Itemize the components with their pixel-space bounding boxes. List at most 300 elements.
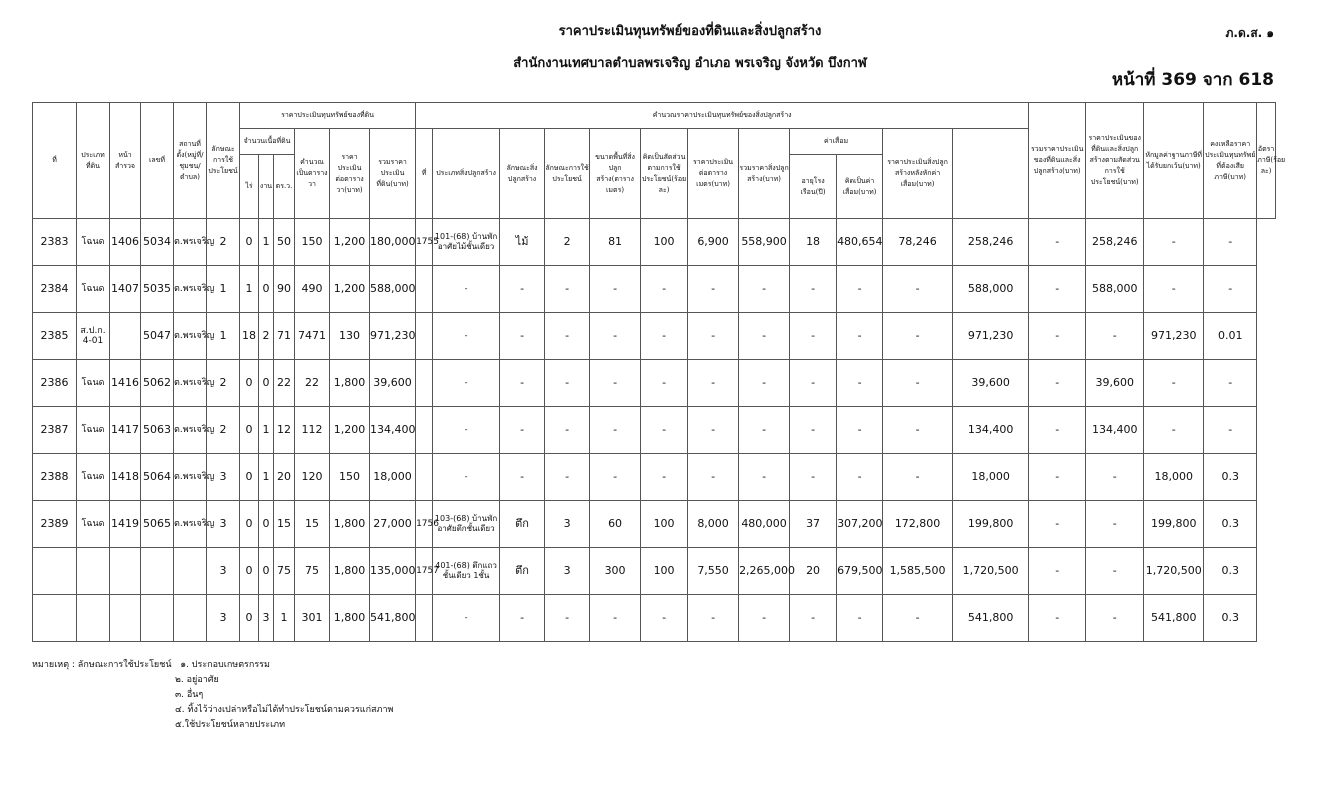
table-row — [33, 219, 1276, 266]
page-number: หน้าที่ 369 จาก 618 — [1111, 70, 1274, 90]
cell-price-per-wa: 1,800 — [330, 595, 370, 642]
cell-location — [174, 548, 207, 595]
cell-bld-total: - — [739, 595, 790, 642]
cell-age: - — [790, 407, 837, 454]
cell-rai: 18 — [240, 313, 259, 360]
cell-bld-use: - — [545, 407, 590, 454]
cell-bld-ratio: - — [641, 407, 688, 454]
cell-price-per-wa: 1,800 — [330, 360, 370, 407]
cell-prop-share: - — [1029, 454, 1086, 501]
cell-wa: 75 — [274, 548, 295, 595]
cell-exempt: 134,400 — [1086, 407, 1144, 454]
cell-prop-share: - — [1029, 501, 1086, 548]
cell-exempt: - — [1086, 548, 1144, 595]
cell-land-total: 39,600 — [370, 360, 416, 407]
cell-usage: 3 — [207, 454, 240, 501]
cell-dep-amount: 679,500 — [837, 548, 883, 595]
cell-price-per-wa: 130 — [330, 313, 370, 360]
col-rai: ไร่ — [240, 155, 259, 219]
cell-bld-use: - — [545, 595, 590, 642]
cell-price-per-wa: 150 — [330, 454, 370, 501]
cell-bld-total: - — [739, 266, 790, 313]
cell-rai: 0 — [240, 548, 259, 595]
col-group-depreciation: ค่าเสื่อม — [790, 129, 883, 155]
cell-bld-type: - — [433, 407, 500, 454]
cell-bld-price: - — [688, 266, 739, 313]
cell-prop-share: - — [1029, 595, 1086, 642]
cell-calc-wa: 150 — [295, 219, 330, 266]
cell-sum-all: 199,800 — [953, 501, 1029, 548]
cell-bld-ratio: 100 — [641, 219, 688, 266]
cell-bld-price: 8,000 — [688, 501, 739, 548]
cell-age: 20 — [790, 548, 837, 595]
cell-bld-use: - — [545, 360, 590, 407]
cell-price-per-wa: 1,800 — [330, 548, 370, 595]
cell-exempt: - — [1086, 501, 1144, 548]
cell-dep-amount: 480,654 — [837, 219, 883, 266]
cell-land-total: 135,000 — [370, 548, 416, 595]
cell-bld-area: - — [590, 360, 641, 407]
table-row — [33, 360, 1276, 407]
cell-location: ต.พรเจริญ — [174, 501, 207, 548]
cell-page — [110, 595, 141, 642]
cell-ngan: 1 — [259, 407, 274, 454]
cell-wa: 15 — [274, 501, 295, 548]
col-usage: ลักษณะการใช้ประโยชน์ — [207, 103, 240, 219]
note-item: ๑. ประกอบเกษตรกรรม — [180, 660, 270, 670]
cell-land-type: ส.ป.ก. 4-01 — [77, 313, 110, 360]
cell-age: 18 — [790, 219, 837, 266]
cell-sum-all: 588,000 — [953, 266, 1029, 313]
col-number: เลขที่ — [141, 103, 174, 219]
notes-label: หมายเหตุ : ลักษณะการใช้ประโยชน์ — [32, 660, 172, 670]
cell-bld-use: - — [545, 266, 590, 313]
table-row — [33, 266, 1276, 313]
cell-bld-type: - — [433, 266, 500, 313]
cell-bld-kind: - — [500, 595, 545, 642]
col-age: อายุโรงเรือน(ปี) — [790, 155, 837, 219]
cell-exempt: 258,246 — [1086, 219, 1144, 266]
cell-number: 5063 — [141, 407, 174, 454]
cell-ngan: 1 — [259, 219, 274, 266]
cell-bld-total: 2,265,000 — [739, 548, 790, 595]
cell-tax-rate: 0.3 — [1204, 454, 1257, 501]
cell-bld-ratio: - — [641, 595, 688, 642]
cell-calc-wa: 490 — [295, 266, 330, 313]
cell-exempt: 39,600 — [1086, 360, 1144, 407]
cell-tax-rate: - — [1204, 219, 1257, 266]
cell-usage: 2 — [207, 219, 240, 266]
col-price-per-wa: ราคาประเมินต่อตารางวา(บาท) — [330, 129, 370, 219]
cell-no: 2384 — [33, 266, 77, 313]
cell-bld-ratio: - — [641, 360, 688, 407]
cell-remain: 18,000 — [1144, 454, 1204, 501]
cell-dep-amount: - — [837, 360, 883, 407]
col-bld-after: ราคาประเมินสิ่งปลูกสร้างหลังหักค่าเสื่อม(บาท) — [883, 129, 953, 219]
cell-no: 2389 — [33, 501, 77, 548]
cell-remain: 541,800 — [1144, 595, 1204, 642]
cell-no: 2388 — [33, 454, 77, 501]
cell-page: 1419 — [110, 501, 141, 548]
cell-remain: - — [1144, 219, 1204, 266]
cell-number: 5065 — [141, 501, 174, 548]
cell-number: 5035 — [141, 266, 174, 313]
cell-bld-type: - — [433, 595, 500, 642]
notes — [32, 658, 393, 733]
cell-bld-price: 6,900 — [688, 219, 739, 266]
cell-exempt: - — [1086, 313, 1144, 360]
cell-ngan: 0 — [259, 501, 274, 548]
col-group-land: ราคาประเมินทุนทรัพย์ของที่ดิน — [240, 103, 416, 129]
cell-remain: 1,720,500 — [1144, 548, 1204, 595]
cell-land-total: 541,800 — [370, 595, 416, 642]
cell-location: ต.พรเจริญ — [174, 407, 207, 454]
table-row — [33, 501, 1276, 548]
col-wa: ตร.ว. — [274, 155, 295, 219]
cell-rai: 0 — [240, 407, 259, 454]
cell-land-type: โฉนด — [77, 266, 110, 313]
cell-dep-amount: 307,200 — [837, 501, 883, 548]
cell-bld-kind: - — [500, 407, 545, 454]
cell-prop-share: - — [1029, 219, 1086, 266]
cell-bld-type: 103-(68) บ้านพักอาศัยตึกชั้นเดียว — [433, 501, 500, 548]
cell-bld-kind: ไม้ — [500, 219, 545, 266]
cell-exempt: 588,000 — [1086, 266, 1144, 313]
cell-wa: 12 — [274, 407, 295, 454]
cell-dep-amount: - — [837, 313, 883, 360]
cell-usage: 2 — [207, 407, 240, 454]
cell-bld-use: 2 — [545, 219, 590, 266]
cell-age: - — [790, 595, 837, 642]
col-tax-rate: อัตราภาษี(ร้อยละ) — [1257, 103, 1276, 219]
table-row — [33, 548, 1276, 595]
cell-no: 2385 — [33, 313, 77, 360]
cell-bld-type: - — [433, 454, 500, 501]
cell-number — [141, 595, 174, 642]
cell-bld-total: - — [739, 360, 790, 407]
note-item: ๒. อยู่อาศัย — [175, 675, 219, 685]
cell-exempt: - — [1086, 595, 1144, 642]
note-item: ๔. ทิ้งไว้ว่างเปล่าหรือไม่ได้ทำประโยชน์ตามควรแก่สภาพ — [175, 705, 394, 715]
cell-sum-all: 134,400 — [953, 407, 1029, 454]
cell-usage: 1 — [207, 266, 240, 313]
cell-bld-area: - — [590, 454, 641, 501]
cell-calc-wa: 301 — [295, 595, 330, 642]
cell-bld-ratio: 100 — [641, 548, 688, 595]
cell-tax-rate: 0.3 — [1204, 501, 1257, 548]
cell-exempt: - — [1086, 454, 1144, 501]
cell-bld-no — [416, 454, 433, 501]
cell-ngan: 0 — [259, 360, 274, 407]
col-calc-wa: คำนวณเป็นตารางวา — [295, 129, 330, 219]
cell-ngan: 2 — [259, 313, 274, 360]
cell-rai: 0 — [240, 501, 259, 548]
cell-prop-share: - — [1029, 407, 1086, 454]
cell-calc-wa: 22 — [295, 360, 330, 407]
col-bld-no: ที่ — [416, 129, 433, 219]
col-bld-ratio: คิดเป็นสัดส่วนตามการใช้ประโยชน์(ร้อยละ) — [641, 129, 688, 219]
cell-bld-area: - — [590, 407, 641, 454]
cell-prop-share: - — [1029, 313, 1086, 360]
cell-wa: 1 — [274, 595, 295, 642]
cell-land-type: โฉนด — [77, 360, 110, 407]
cell-bld-total: 558,900 — [739, 219, 790, 266]
cell-bld-use: - — [545, 313, 590, 360]
cell-rai: 0 — [240, 360, 259, 407]
cell-bld-price: - — [688, 595, 739, 642]
cell-usage: 3 — [207, 548, 240, 595]
cell-bld-no: 1756 — [416, 501, 433, 548]
col-bld-use: ลักษณะการใช้ประโยชน์ — [545, 129, 590, 219]
cell-age: - — [790, 360, 837, 407]
cell-price-per-wa: 1,200 — [330, 266, 370, 313]
cell-sum-all: 1,720,500 — [953, 548, 1029, 595]
cell-rai: 0 — [240, 454, 259, 501]
cell-land-total: 18,000 — [370, 454, 416, 501]
cell-land-type: โฉนด — [77, 407, 110, 454]
cell-no: 2383 — [33, 219, 77, 266]
table-body — [33, 219, 1276, 642]
cell-dep-amount: - — [837, 595, 883, 642]
col-dep-amount: คิดเป็นค่าเสื่อม(บาท) — [837, 155, 883, 219]
cell-number: 5062 — [141, 360, 174, 407]
cell-location: ต.พรเจริญ — [174, 219, 207, 266]
cell-bld-no: 1757 — [416, 548, 433, 595]
cell-bld-price: 7,550 — [688, 548, 739, 595]
cell-page: 1406 — [110, 219, 141, 266]
cell-tax-rate: - — [1204, 360, 1257, 407]
cell-bld-after: 172,800 — [883, 501, 953, 548]
cell-bld-no — [416, 313, 433, 360]
col-group-area: จำนวนเนื้อที่ดิน — [240, 129, 295, 155]
cell-bld-area: - — [590, 313, 641, 360]
cell-bld-ratio: 100 — [641, 501, 688, 548]
cell-page: 1418 — [110, 454, 141, 501]
cell-location: ต.พรเจริญ — [174, 454, 207, 501]
col-bld-type: ประเภทสิ่งปลูกสร้าง — [433, 129, 500, 219]
table-row — [33, 407, 1276, 454]
cell-land-type: โฉนด — [77, 454, 110, 501]
cell-tax-rate: 0.3 — [1204, 595, 1257, 642]
cell-remain: - — [1144, 360, 1204, 407]
cell-bld-type: 101-(68) บ้านพักอาศัยไม้ชั้นเดียว — [433, 219, 500, 266]
cell-bld-no: 1755 — [416, 219, 433, 266]
cell-land-total: 180,000 — [370, 219, 416, 266]
note-item: ๓. อื่นๆ — [175, 690, 204, 700]
cell-land-type: โฉนด — [77, 501, 110, 548]
cell-location — [174, 595, 207, 642]
cell-calc-wa: 120 — [295, 454, 330, 501]
cell-page — [110, 313, 141, 360]
cell-bld-after: - — [883, 454, 953, 501]
page-subtitle: สำนักงานเทศบาลตำบลพรเจริญ อำเภอ พรเจริญ จังหวัด บึงกาฬ — [513, 56, 867, 71]
cell-bld-no — [416, 266, 433, 313]
cell-wa: 71 — [274, 313, 295, 360]
cell-number: 5047 — [141, 313, 174, 360]
cell-age: - — [790, 266, 837, 313]
table-row — [33, 454, 1276, 501]
cell-bld-no — [416, 407, 433, 454]
cell-bld-after: - — [883, 313, 953, 360]
cell-land-total: 27,000 — [370, 501, 416, 548]
cell-no — [33, 595, 77, 642]
cell-page: 1417 — [110, 407, 141, 454]
cell-location: ต.พรเจริญ — [174, 313, 207, 360]
cell-bld-kind: - — [500, 454, 545, 501]
cell-land-type — [77, 548, 110, 595]
cell-ngan: 1 — [259, 454, 274, 501]
cell-land-total: 588,000 — [370, 266, 416, 313]
cell-remain: 199,800 — [1144, 501, 1204, 548]
cell-bld-type: - — [433, 313, 500, 360]
cell-bld-price: - — [688, 360, 739, 407]
cell-dep-amount: - — [837, 454, 883, 501]
cell-bld-use: - — [545, 454, 590, 501]
cell-dep-amount: - — [837, 266, 883, 313]
cell-page — [110, 548, 141, 595]
cell-bld-no — [416, 360, 433, 407]
cell-bld-ratio: - — [641, 313, 688, 360]
cell-tax-rate: - — [1204, 266, 1257, 313]
cell-no — [33, 548, 77, 595]
col-bld-price: ราคาประเมินต่อตารางเมตร(บาท) — [688, 129, 739, 219]
cell-bld-ratio: - — [641, 454, 688, 501]
cell-ngan: 0 — [259, 548, 274, 595]
cell-bld-kind: ตึก — [500, 548, 545, 595]
cell-price-per-wa: 1,800 — [330, 501, 370, 548]
cell-wa: 20 — [274, 454, 295, 501]
cell-wa: 50 — [274, 219, 295, 266]
col-ngan: งาน — [259, 155, 274, 219]
cell-bld-use: 3 — [545, 501, 590, 548]
cell-land-total: 971,230 — [370, 313, 416, 360]
col-land-total: รวมราคาประเมินที่ดิน(บาท) — [370, 129, 416, 219]
cell-bld-use: 3 — [545, 548, 590, 595]
cell-calc-wa: 7471 — [295, 313, 330, 360]
cell-sum-all: 18,000 — [953, 454, 1029, 501]
cell-bld-area: 60 — [590, 501, 641, 548]
cell-age: - — [790, 454, 837, 501]
cell-number: 5034 — [141, 219, 174, 266]
col-bld-kind: ลักษณะสิ่งปลูกสร้าง — [500, 129, 545, 219]
cell-bld-area: 300 — [590, 548, 641, 595]
col-group-building: คำนวณราคาประเมินทุนทรัพย์ของสิ่งปลูกสร้าง — [416, 103, 1029, 129]
cell-bld-kind: ตึก — [500, 501, 545, 548]
cell-usage: 2 — [207, 360, 240, 407]
col-prop-share: ราคาประเมินของที่ดินและสิ่งปลูกสร้างตามสัดส่วนการใช้ประโยชน์(บาท) — [1086, 103, 1144, 219]
cell-prop-share: - — [1029, 360, 1086, 407]
cell-bld-total: - — [739, 407, 790, 454]
cell-tax-rate: 0.3 — [1204, 548, 1257, 595]
cell-wa: 22 — [274, 360, 295, 407]
cell-bld-after: 78,246 — [883, 219, 953, 266]
col-exempt: หักมูลค่าฐานภาษีที่ได้รับยกเว้น(บาท) — [1144, 103, 1204, 219]
assessment-table — [32, 102, 1286, 642]
cell-page: 1407 — [110, 266, 141, 313]
cell-calc-wa: 75 — [295, 548, 330, 595]
cell-bld-kind: - — [500, 313, 545, 360]
cell-bld-after: 1,585,500 — [883, 548, 953, 595]
cell-bld-type: - — [433, 360, 500, 407]
col-sum-all: รวมราคาประเมินของที่ดินและสิ่งปลูกสร้าง(บาท) — [1029, 103, 1086, 219]
cell-land-type: โฉนด — [77, 219, 110, 266]
cell-age: 37 — [790, 501, 837, 548]
cell-page: 1416 — [110, 360, 141, 407]
cell-usage: 1 — [207, 313, 240, 360]
cell-sum-all: 541,800 — [953, 595, 1029, 642]
cell-ngan: 3 — [259, 595, 274, 642]
cell-number: 5064 — [141, 454, 174, 501]
cell-bld-area: 81 — [590, 219, 641, 266]
cell-usage: 3 — [207, 595, 240, 642]
cell-remain: - — [1144, 266, 1204, 313]
cell-calc-wa: 112 — [295, 407, 330, 454]
page-title: ราคาประเมินทุนทรัพย์ของที่ดินและสิ่งปลูกสร้าง — [558, 24, 822, 39]
cell-rai: 0 — [240, 595, 259, 642]
cell-bld-ratio: - — [641, 266, 688, 313]
cell-location: ต.พรเจริญ — [174, 266, 207, 313]
cell-no: 2387 — [33, 407, 77, 454]
cell-sum-all: 258,246 — [953, 219, 1029, 266]
cell-location: ต.พรเจริญ — [174, 360, 207, 407]
cell-bld-kind: - — [500, 360, 545, 407]
cell-bld-type: 401-(68) ตึกแถวชั้นเดียว 1ชั้น — [433, 548, 500, 595]
col-land-type: ประเภทที่ดิน — [77, 103, 110, 219]
cell-age: - — [790, 313, 837, 360]
col-bld-total: รวมราคาสิ่งปลูกสร้าง(บาท) — [739, 129, 790, 219]
col-page: หน้าสำรวจ — [110, 103, 141, 219]
cell-bld-price: - — [688, 313, 739, 360]
cell-remain: 971,230 — [1144, 313, 1204, 360]
cell-sum-all: 39,600 — [953, 360, 1029, 407]
cell-wa: 90 — [274, 266, 295, 313]
table-row — [33, 313, 1276, 360]
cell-sum-all: 971,230 — [953, 313, 1029, 360]
cell-bld-kind: - — [500, 266, 545, 313]
cell-remain: - — [1144, 407, 1204, 454]
cell-bld-price: - — [688, 407, 739, 454]
cell-bld-total: - — [739, 454, 790, 501]
cell-bld-after: - — [883, 360, 953, 407]
cell-prop-share: - — [1029, 266, 1086, 313]
col-no: ที่ — [33, 103, 77, 219]
cell-rai: 0 — [240, 219, 259, 266]
cell-bld-price: - — [688, 454, 739, 501]
col-bld-area: ขนาดพื้นที่สิ่งปลูกสร้าง(ตารางเมตร) — [590, 129, 641, 219]
cell-number — [141, 548, 174, 595]
cell-bld-total: - — [739, 313, 790, 360]
cell-tax-rate: - — [1204, 407, 1257, 454]
cell-dep-amount: - — [837, 407, 883, 454]
cell-bld-after: - — [883, 407, 953, 454]
table-row — [33, 595, 1276, 642]
cell-calc-wa: 15 — [295, 501, 330, 548]
cell-bld-no — [416, 595, 433, 642]
cell-bld-area: - — [590, 595, 641, 642]
form-code: ภ.ด.ส. ๑ — [1225, 26, 1274, 40]
note-item: ๕.ใช้ประโยชน์หลายประเภท — [175, 720, 286, 730]
cell-no: 2386 — [33, 360, 77, 407]
cell-bld-total: 480,000 — [739, 501, 790, 548]
cell-land-type — [77, 595, 110, 642]
col-location: สถานที่ตั้ง(หมู่ที่/ชุมชน/ตำบล) — [174, 103, 207, 219]
cell-bld-area: - — [590, 266, 641, 313]
cell-bld-after: - — [883, 595, 953, 642]
cell-price-per-wa: 1,200 — [330, 219, 370, 266]
cell-usage: 3 — [207, 501, 240, 548]
cell-ngan: 0 — [259, 266, 274, 313]
cell-price-per-wa: 1,200 — [330, 407, 370, 454]
